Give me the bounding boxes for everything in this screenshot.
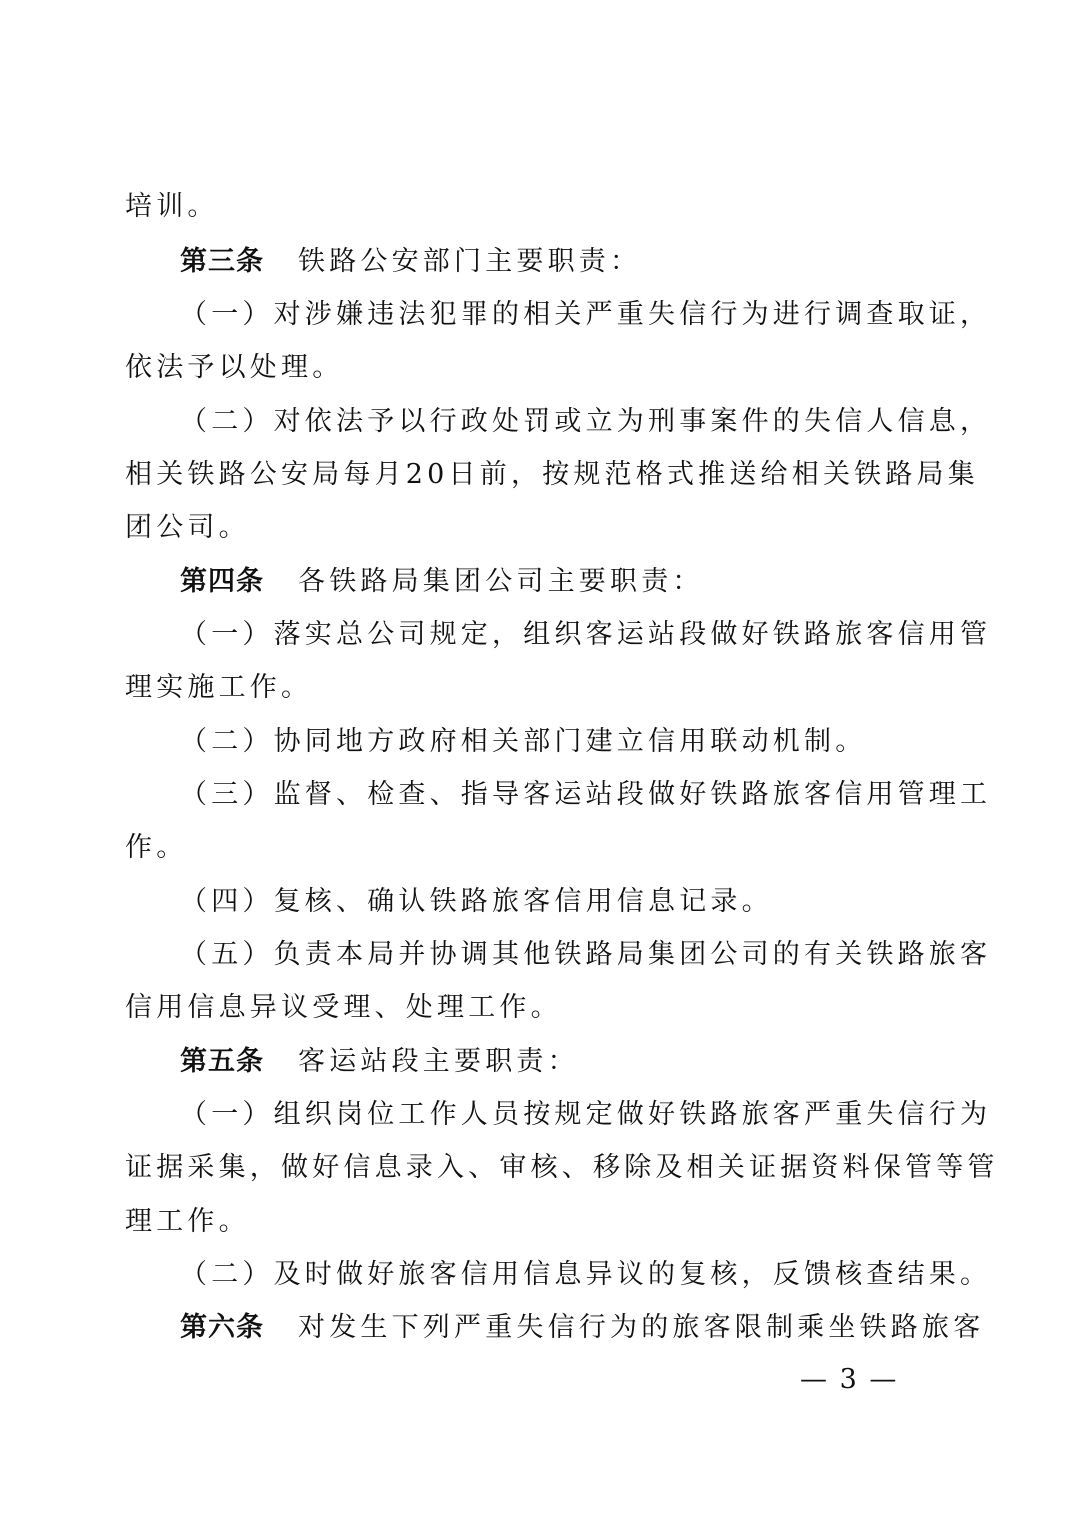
line-text: 理实施工作。 xyxy=(125,672,313,703)
line-text: 理工作。 xyxy=(125,1206,250,1237)
line-text: （二）协同地方政府相关部门建立信用联动机制。 xyxy=(180,726,867,757)
line-text: 证据采集，做好信息录入、审核、移除及相关证据资料保管等管 xyxy=(125,1152,999,1183)
body-line xyxy=(180,618,991,652)
body-line xyxy=(125,991,562,1025)
line-text: （三）监督、检查、指导客运站段做好铁路旅客信用管理工 xyxy=(180,779,992,810)
body-line xyxy=(180,1098,991,1132)
line-text: 铁路公安部门主要职责： xyxy=(298,246,642,277)
article-heading: 第三条 xyxy=(180,246,264,277)
line-text: 信用信息异议受理、处理工作。 xyxy=(125,992,562,1023)
page-number: — 3 — xyxy=(800,1364,899,1395)
line-text: （二）对依法予以行政处罚或立为刑事案件的失信人信息， xyxy=(180,406,992,437)
line-text: 相关铁路公安局每月20日前，按规范格式推送给相关铁路局集 xyxy=(125,459,979,490)
line-text: 对发生下列严重失信行为的旅客限制乘坐铁路旅客 xyxy=(298,1312,985,1343)
line-text: 作。 xyxy=(125,832,188,863)
article-heading: 第四条 xyxy=(180,566,264,597)
article-heading-line xyxy=(180,1045,579,1079)
article-heading-line xyxy=(180,245,641,279)
line-text: （五）负责本局并协调其他铁路局集团公司的有关铁路旅客 xyxy=(180,939,992,970)
line-text: （一）落实总公司规定，组织客运站段做好铁路旅客信用管 xyxy=(180,619,992,650)
body-line xyxy=(125,511,250,545)
article-heading: 第五条 xyxy=(180,1046,264,1077)
body-line xyxy=(180,1258,991,1292)
line-text: （一）组织岗位工作人员按规定做好铁路旅客严重失信行为 xyxy=(180,1099,992,1130)
line-text: 各铁路局集团公司主要职责： xyxy=(298,566,704,597)
body-line xyxy=(125,671,312,705)
article-heading: 第六条 xyxy=(180,1312,264,1343)
body-line xyxy=(180,725,866,759)
line-text: （一）对涉嫌违法犯罪的相关严重失信行为进行调查取证， xyxy=(180,299,992,330)
body-line xyxy=(125,190,219,224)
body-line xyxy=(125,351,343,385)
line-text: （四）复核、确认铁路旅客信用信息记录。 xyxy=(180,886,773,917)
line-text: 培训。 xyxy=(125,191,219,222)
article-heading-line xyxy=(180,1311,984,1345)
body-line xyxy=(180,938,991,972)
body-line xyxy=(125,1151,999,1185)
body-line xyxy=(125,831,187,865)
body-line xyxy=(125,458,979,492)
line-text: （二）及时做好旅客信用信息异议的复核，反馈核查结果。 xyxy=(180,1259,992,1290)
line-text: 客运站段主要职责： xyxy=(298,1046,579,1077)
body-line xyxy=(180,885,773,919)
article-heading-line xyxy=(180,565,704,599)
body-line xyxy=(125,1205,250,1239)
body-line xyxy=(180,405,991,439)
body-line xyxy=(180,778,991,812)
line-text: 依法予以处理。 xyxy=(125,352,344,383)
body-line xyxy=(180,298,991,332)
line-text: 团公司。 xyxy=(125,512,250,543)
